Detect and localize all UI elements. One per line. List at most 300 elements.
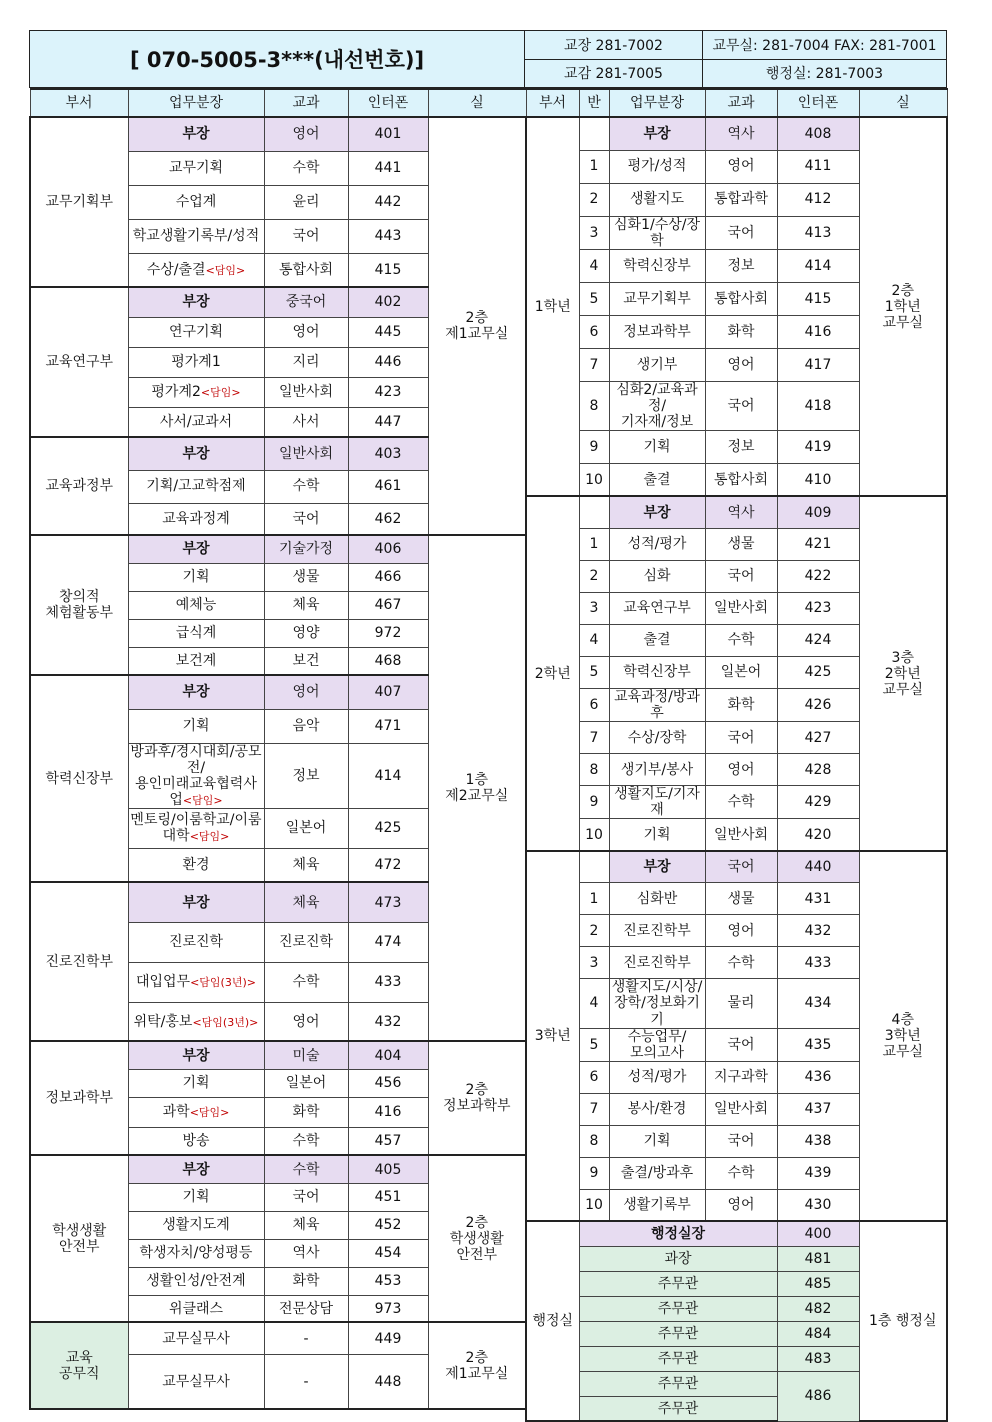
intercom-cell: 428 (777, 754, 859, 786)
duty-cell (128, 1127, 264, 1155)
subject-cell: 영어 (264, 1002, 348, 1041)
class-number-cell: 10 (579, 1189, 609, 1221)
duty-text: 예체능 (175, 596, 217, 613)
class-number-cell (579, 496, 609, 528)
intercom-cell: 404 (348, 1041, 428, 1069)
homeroom-tag: <담임> (189, 1106, 230, 1120)
duty-text: 생활지도 (629, 191, 685, 208)
duty-cell (609, 592, 705, 624)
subject-cell: 생물 (264, 563, 348, 591)
class-number-cell: 8 (579, 381, 609, 430)
room-cell: 3층 2학년 교무실 (859, 496, 947, 850)
class-number-cell: 8 (579, 754, 609, 786)
left-directory-table (29, 88, 527, 1410)
intercom-cell: 443 (348, 219, 428, 253)
dept-cell: 창의적 체험활동부 (30, 535, 128, 675)
class-number-cell: 2 (579, 915, 609, 947)
duty-cell (609, 915, 705, 947)
duty-text: 생기부 (636, 356, 678, 373)
duty-cell (128, 591, 264, 619)
subject-cell: 화학 (705, 315, 777, 348)
duty-cell: 행정실장 (579, 1221, 777, 1246)
duty-text: 성적/평가 (627, 536, 687, 553)
subject-cell: 미술 (264, 1041, 348, 1069)
intercom-cell: 402 (348, 287, 428, 317)
table-row (30, 117, 526, 151)
duty-cell: 주무관 (579, 1371, 777, 1396)
duty-cell: 주무관 (579, 1321, 777, 1346)
duty-text: 심화 (643, 568, 671, 585)
homeroom-tag: <담임> (205, 263, 246, 277)
intercom-cell: 430 (777, 1189, 859, 1221)
duty-text: 교육과정계 (162, 510, 230, 527)
subject-cell: 물리 (705, 979, 777, 1028)
duty-text: 수업계 (175, 193, 217, 210)
subject-cell: 통합사회 (264, 253, 348, 287)
duty-cell (609, 496, 705, 528)
duty-text: 부장 (182, 294, 210, 311)
duty-text: 정보과학부 (623, 323, 691, 340)
class-number-cell: 4 (579, 249, 609, 282)
duty-cell (609, 1061, 705, 1093)
subject-cell: 일반사회 (264, 377, 348, 407)
subject-cell: 역사 (264, 1239, 348, 1267)
dept-cell: 교육 공무직 (30, 1322, 128, 1409)
duty-cell (609, 722, 705, 754)
subject-cell: 음악 (264, 709, 348, 743)
dept-cell: 학생생활 안전부 (30, 1155, 128, 1322)
class-number-cell (579, 117, 609, 150)
subject-cell: 역사 (705, 117, 777, 150)
intercom-cell: 466 (348, 563, 428, 591)
subject-cell: 수학 (705, 1157, 777, 1189)
room-cell: 1층 행정실 (859, 1221, 947, 1421)
table-row (526, 1221, 947, 1246)
subject-cell: 통합사회 (705, 282, 777, 315)
col-header-duty: 업무분장 (128, 89, 264, 117)
subject-cell: 사서 (264, 407, 348, 437)
duty-text: 위클래스 (168, 1300, 224, 1317)
academic-office-contact: 교무실: 281-7004 FAX: 281-7001 (703, 31, 947, 60)
intercom-cell: 454 (348, 1239, 428, 1267)
duty-text: 심화1/수상/장학 (614, 216, 700, 249)
subject-cell: 체육 (264, 591, 348, 619)
intercom-cell: 416 (777, 315, 859, 348)
room-cell: 2층 정보과학부 (428, 1041, 526, 1155)
intercom-cell: 446 (348, 347, 428, 377)
subject-cell: 수학 (264, 1127, 348, 1155)
duty-cell (609, 463, 705, 496)
duty-cell (609, 1189, 705, 1221)
subject-cell: 일본어 (705, 656, 777, 688)
col-header-dept: 부서 (30, 89, 128, 117)
duty-text: 기획 (182, 568, 210, 585)
dept-cell: 교육연구부 (30, 287, 128, 437)
duty-text: 교육연구부 (623, 600, 691, 617)
duty-cell (128, 470, 264, 503)
class-number-cell: 7 (579, 722, 609, 754)
intercom-cell: 481 (777, 1246, 859, 1271)
duty-text: 학력신장부 (623, 664, 691, 681)
subject-cell: 영어 (264, 117, 348, 151)
duty-cell (128, 1155, 264, 1183)
class-number-cell: 6 (579, 315, 609, 348)
table-row (526, 496, 947, 528)
duty-text: 급식계 (175, 624, 217, 641)
duty-cell (128, 1041, 264, 1069)
duty-cell (609, 430, 705, 463)
duty-cell (128, 503, 264, 535)
duty-cell (609, 560, 705, 592)
subject-cell: 영어 (705, 915, 777, 947)
intercom-cell: 483 (777, 1346, 859, 1371)
subject-cell: 체육 (264, 848, 348, 882)
duty-text: 학력신장부 (623, 257, 691, 274)
table-row (526, 117, 947, 150)
dept-cell: 2학년 (526, 496, 579, 850)
duty-text: 보건계 (175, 652, 217, 669)
room-cell: 2층 1학년 교무실 (859, 117, 947, 496)
subject-cell: 국어 (264, 503, 348, 535)
subject-cell: 국어 (705, 381, 777, 430)
intercom-cell: 408 (777, 117, 859, 150)
class-number-cell: 4 (579, 624, 609, 656)
subject-cell: 생물 (705, 528, 777, 560)
subject-cell: 국어 (705, 560, 777, 592)
intercom-cell: 419 (777, 430, 859, 463)
duty-cell (128, 185, 264, 219)
principal-contact: 교장 281-7002 (525, 31, 703, 60)
intercom-cell: 434 (777, 979, 859, 1028)
duty-text: 수상/출결 (146, 261, 206, 278)
duty-cell (128, 1183, 264, 1211)
duty-cell (128, 922, 264, 962)
duty-cell (128, 848, 264, 882)
duty-cell (609, 528, 705, 560)
intercom-cell: 484 (777, 1321, 859, 1346)
table-row (30, 1322, 526, 1354)
intercom-cell: 418 (777, 381, 859, 430)
class-number-cell: 7 (579, 1093, 609, 1125)
intercom-cell: 414 (777, 249, 859, 282)
admin-office-contact: 행정실: 281-7003 (703, 59, 947, 88)
intercom-cell: 433 (777, 947, 859, 979)
duty-text: 부장 (182, 126, 210, 143)
subject-cell: 중국어 (264, 287, 348, 317)
duty-text: 부장 (182, 1047, 210, 1064)
duty-text: 방과후/경시대회/공모전/ 용인미래교육협력사업 (130, 743, 262, 808)
room-cell: 2층 제1교무실 (428, 1322, 526, 1409)
intercom-cell: 429 (777, 786, 859, 819)
class-number-cell: 6 (579, 1061, 609, 1093)
duty-text: 생활지도계 (162, 1217, 230, 1234)
page-title: [ 070-5005-3***(내선번호)] (30, 31, 525, 88)
class-number-cell: 9 (579, 1157, 609, 1189)
subject-cell: 국어 (705, 216, 777, 249)
duty-cell (128, 743, 264, 808)
intercom-cell: 451 (348, 1183, 428, 1211)
col-header-dept: 부서 (526, 89, 579, 117)
intercom-cell: 400 (777, 1221, 859, 1246)
duty-cell (609, 624, 705, 656)
subject-cell: 지구과학 (705, 1061, 777, 1093)
header-table (29, 30, 947, 88)
duty-cell (128, 1354, 264, 1409)
subject-cell: 국어 (264, 1183, 348, 1211)
intercom-cell: 448 (348, 1354, 428, 1409)
duty-text: 환경 (182, 857, 210, 874)
dept-cell: 학력신장부 (30, 675, 128, 882)
duty-text: 생활지도/기자재 (614, 786, 700, 819)
subject-cell: 수학 (264, 151, 348, 185)
dept-cell: 정보과학부 (30, 1041, 128, 1155)
class-number-cell: 6 (579, 688, 609, 721)
intercom-cell: 416 (348, 1097, 428, 1127)
class-number-cell: 2 (579, 560, 609, 592)
duty-cell (609, 1028, 705, 1061)
duty-text: 성적/평가 (627, 1069, 687, 1086)
duty-cell (609, 1157, 705, 1189)
duty-text: 기획 (182, 1075, 210, 1092)
duty-cell (128, 151, 264, 185)
duty-text: 방송 (182, 1133, 210, 1150)
duty-cell (609, 1093, 705, 1125)
duty-text: 생활인성/안전계 (146, 1273, 246, 1290)
duty-text: 생기부/봉사 (620, 761, 694, 778)
class-number-cell: 3 (579, 216, 609, 249)
intercom-cell: 438 (777, 1125, 859, 1157)
subject-cell: 화학 (264, 1267, 348, 1295)
subject-cell: 영어 (705, 150, 777, 183)
subject-cell: 일반사회 (705, 1093, 777, 1125)
duty-cell (128, 253, 264, 287)
intercom-cell: 412 (777, 183, 859, 216)
intercom-cell: 432 (348, 1002, 428, 1041)
duty-cell (609, 688, 705, 721)
class-number-cell: 10 (579, 819, 609, 851)
subject-cell: 일반사회 (264, 437, 348, 470)
duty-cell: 주무관 (579, 1396, 777, 1421)
homeroom-tag: <담임(3년)> (192, 1015, 259, 1029)
intercom-cell: 410 (777, 463, 859, 496)
duty-text: 멘토링/이룸학교/이룸 대학 (130, 812, 262, 845)
duty-cell (609, 282, 705, 315)
duty-cell (128, 287, 264, 317)
duty-cell (609, 117, 705, 150)
duty-cell (128, 882, 264, 922)
duty-text: 기획 (182, 717, 210, 734)
subject-cell: 통합과학 (705, 183, 777, 216)
intercom-cell: 403 (348, 437, 428, 470)
intercom-cell: 413 (777, 216, 859, 249)
intercom-cell: 471 (348, 709, 428, 743)
duty-cell (609, 947, 705, 979)
duty-text: 학생자치/양성평등 (139, 1245, 253, 1262)
duty-text: 기획 (643, 1133, 671, 1150)
duty-text: 대입업무 (135, 974, 191, 991)
intercom-cell: 439 (777, 1157, 859, 1189)
duty-text: 부장 (182, 894, 210, 911)
duty-text: 출결 (643, 471, 671, 488)
class-number-cell: 5 (579, 282, 609, 315)
class-number-cell: 2 (579, 183, 609, 216)
intercom-cell: 432 (777, 915, 859, 947)
duty-cell: 주무관 (579, 1346, 777, 1371)
dept-cell: 진로진학부 (30, 882, 128, 1041)
duty-text: 부장 (643, 125, 671, 142)
room-cell: 4층 3학년 교무실 (859, 851, 947, 1221)
subject-cell: 정보 (264, 743, 348, 808)
class-number-cell: 7 (579, 348, 609, 381)
homeroom-tag: <담임> (182, 793, 223, 807)
subject-cell: 수학 (264, 470, 348, 503)
class-number-cell: 9 (579, 430, 609, 463)
duty-cell (128, 1295, 264, 1322)
subject-cell: 국어 (705, 722, 777, 754)
duty-text: 교육과정/방과후 (614, 688, 700, 722)
intercom-cell: 445 (348, 317, 428, 347)
duty-text: 수상/장학 (627, 729, 687, 746)
duty-cell (128, 675, 264, 709)
intercom-cell: 449 (348, 1322, 428, 1354)
duty-text: 봉사/환경 (627, 1101, 687, 1118)
dept-cell: 행정실 (526, 1221, 579, 1421)
subject-cell: 진로진학 (264, 922, 348, 962)
duty-cell (128, 219, 264, 253)
class-number-cell: 3 (579, 947, 609, 979)
intercom-cell: 425 (348, 808, 428, 848)
subject-cell: 역사 (705, 496, 777, 528)
duty-text: 교무기획부 (623, 290, 691, 307)
subject-cell: 영어 (705, 1189, 777, 1221)
right-directory-table (525, 88, 948, 1422)
duty-text: 위탁/홍보 (133, 1013, 193, 1030)
col-header-class: 반 (579, 89, 609, 117)
duty-text: 진로진학부 (623, 922, 691, 939)
table-row (30, 1155, 526, 1183)
duty-cell (609, 979, 705, 1028)
subject-cell: 일반사회 (705, 819, 777, 851)
duty-cell (609, 381, 705, 430)
duty-text: 기획 (643, 438, 671, 455)
intercom-cell: 433 (348, 962, 428, 1002)
subject-cell: 화학 (264, 1097, 348, 1127)
intercom-cell: 468 (348, 647, 428, 675)
intercom-cell: 401 (348, 117, 428, 151)
duty-cell (128, 709, 264, 743)
intercom-cell: 467 (348, 591, 428, 619)
duty-cell (609, 883, 705, 915)
intercom-cell: 472 (348, 848, 428, 882)
duty-cell (609, 851, 705, 883)
intercom-cell: 482 (777, 1296, 859, 1321)
duty-cell: 주무관 (579, 1271, 777, 1296)
duty-text: 교무기획 (168, 159, 224, 176)
duty-text: 교무실무사 (162, 1373, 230, 1390)
duty-cell (128, 1322, 264, 1354)
intercom-cell: 474 (348, 922, 428, 962)
subject-cell: 국어 (264, 219, 348, 253)
duty-text: 교무실무사 (162, 1330, 230, 1347)
duty-cell (609, 249, 705, 282)
col-header-intercom: 인터폰 (348, 89, 428, 117)
duty-cell (609, 183, 705, 216)
intercom-cell: 486 (777, 1371, 859, 1421)
room-cell: 1층 제2교무실 (428, 535, 526, 1041)
col-header-room: 실 (859, 89, 947, 117)
intercom-cell: 431 (777, 883, 859, 915)
subject-cell: 국어 (705, 1028, 777, 1061)
intercom-cell: 435 (777, 1028, 859, 1061)
duty-cell (128, 647, 264, 675)
intercom-cell: 417 (777, 348, 859, 381)
class-number-cell: 1 (579, 528, 609, 560)
duty-text: 평가계2 (151, 383, 201, 400)
duty-text: 기획 (182, 1189, 210, 1206)
intercom-cell: 423 (777, 592, 859, 624)
duty-text: 진로진학부 (623, 954, 691, 971)
class-number-cell: 5 (579, 1028, 609, 1061)
duty-cell: 과장 (579, 1246, 777, 1271)
intercom-cell: 407 (348, 675, 428, 709)
subject-cell: 영어 (264, 675, 348, 709)
subject-cell: - (264, 1322, 348, 1354)
subject-cell: 영어 (705, 348, 777, 381)
intercom-cell: 423 (348, 377, 428, 407)
intercom-cell: 427 (777, 722, 859, 754)
duty-cell (128, 619, 264, 647)
subject-cell: 정보 (705, 249, 777, 282)
subject-cell: 수학 (705, 947, 777, 979)
intercom-cell: 457 (348, 1127, 428, 1155)
duty-cell (128, 347, 264, 377)
duty-text: 사서/교과서 (159, 413, 233, 430)
intercom-cell: 456 (348, 1069, 428, 1097)
intercom-cell: 436 (777, 1061, 859, 1093)
duty-cell (609, 348, 705, 381)
homeroom-tag: <담임> (200, 385, 241, 399)
subject-cell: 수학 (705, 624, 777, 656)
duty-text: 심화2/교육과정/ 기자재/정보 (616, 381, 698, 430)
duty-text: 수능업무/ 모의고사 (627, 1028, 687, 1061)
table-row (30, 1041, 526, 1069)
intercom-cell: 406 (348, 535, 428, 563)
class-number-cell: 5 (579, 656, 609, 688)
subject-cell: 정보 (705, 430, 777, 463)
intercom-cell: 415 (348, 253, 428, 287)
intercom-cell: 447 (348, 407, 428, 437)
room-cell: 2층 학생생활 안전부 (428, 1155, 526, 1322)
duty-text: 부장 (182, 684, 210, 701)
intercom-cell: 411 (777, 150, 859, 183)
dept-cell: 교무기획부 (30, 117, 128, 287)
duty-cell (128, 1267, 264, 1295)
duty-cell (609, 150, 705, 183)
intercom-cell: 441 (348, 151, 428, 185)
duty-text: 평가계1 (171, 353, 221, 370)
intercom-cell: 421 (777, 528, 859, 560)
subject-cell: 영양 (264, 619, 348, 647)
duty-cell (128, 437, 264, 470)
duty-text: 부장 (182, 541, 210, 558)
duty-text: 생활기록부 (623, 1197, 691, 1214)
intercom-cell: 973 (348, 1295, 428, 1322)
subject-cell: 일본어 (264, 808, 348, 848)
intercom-cell: 426 (777, 688, 859, 721)
duty-text: 생활지도/시상/ 장학/정보화기기 (611, 979, 703, 1028)
subject-cell: 국어 (705, 851, 777, 883)
subject-cell: 보건 (264, 647, 348, 675)
